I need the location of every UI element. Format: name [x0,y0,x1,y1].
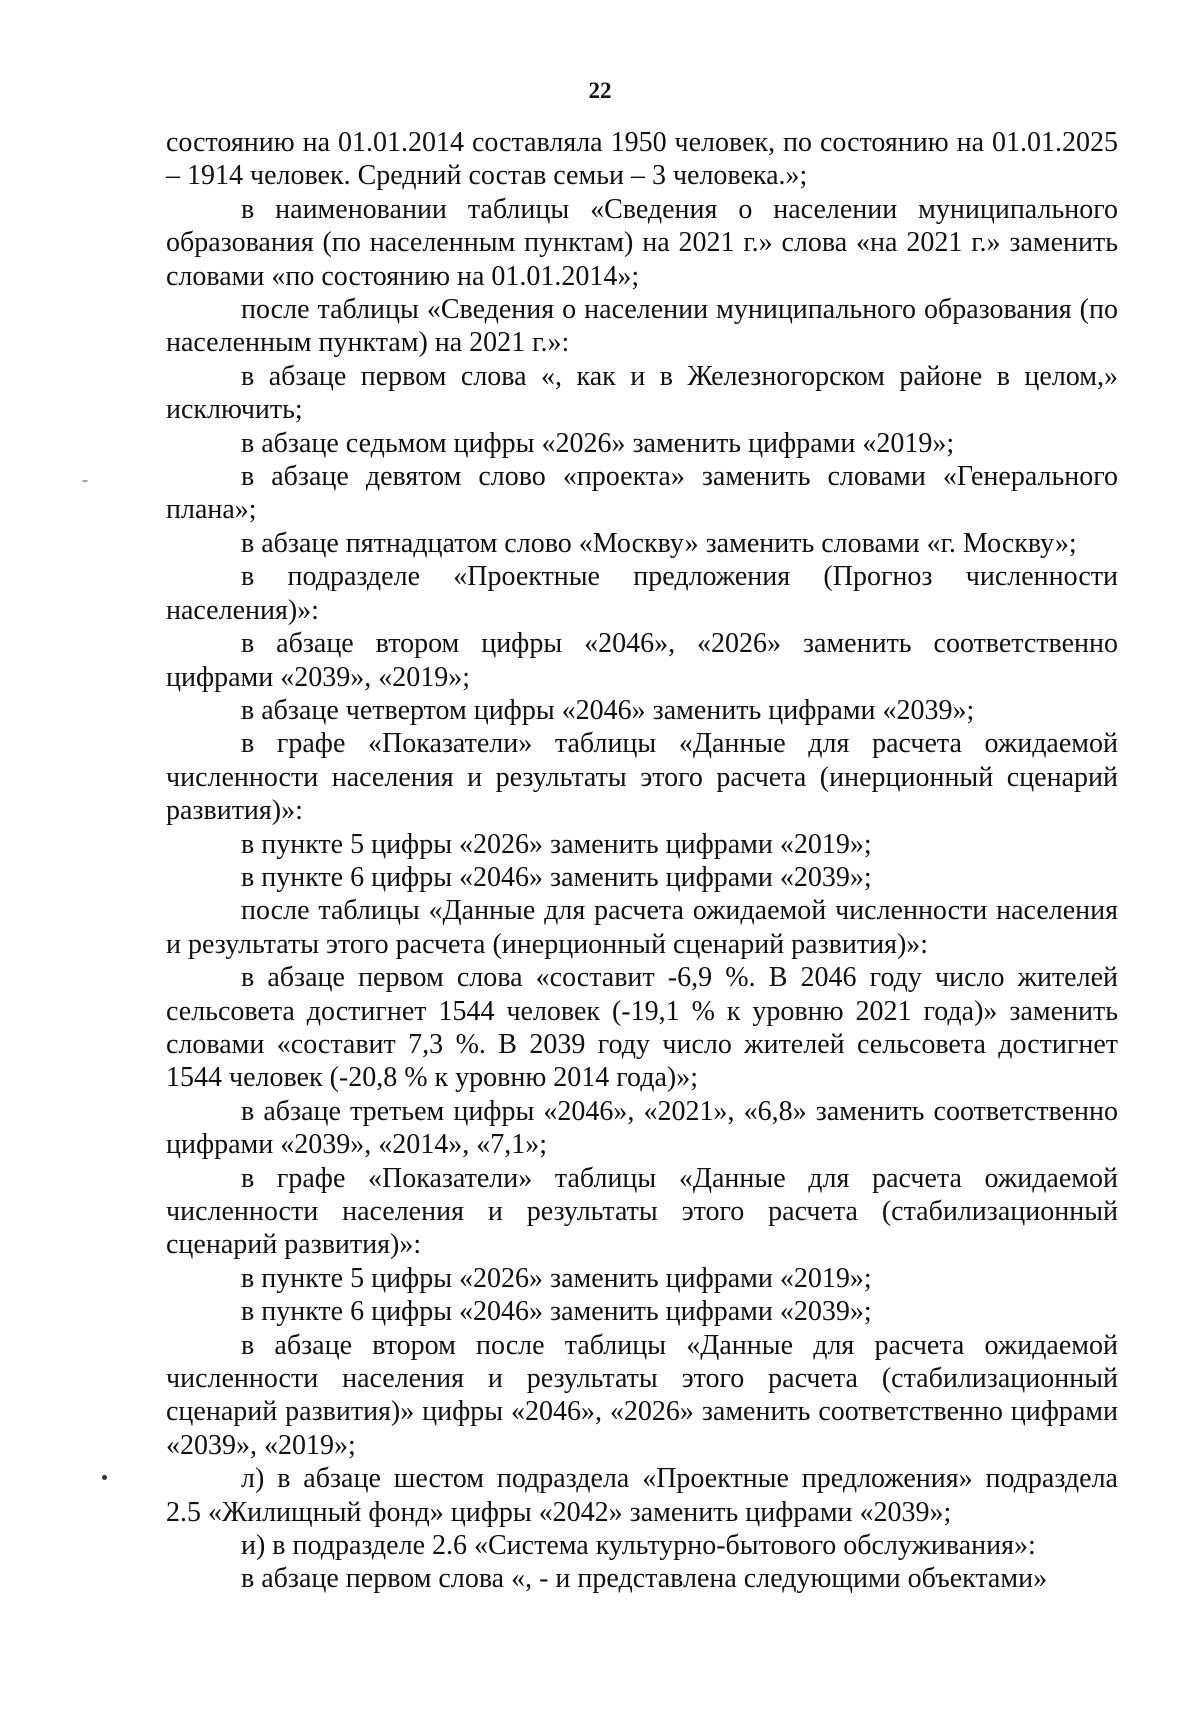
paragraph: в абзаце третьем цифры «2046», «2021», «6,8» заменить соответственно цифрами «2039», «2014», «7,1»; [166,1095,1118,1161]
paragraph: в пункте 6 цифры «2046» заменить цифрами «2039»; [241,861,872,893]
paragraph: в абзаце первом слова «, как и в Железногорском районе в целом,» исключить; [166,360,1118,426]
paragraph: л) в абзаце шестом подраздела «Проектные предложения» подраздела 2.5 «Жилищный фонд» цифры «2042» заменить цифрами «2039»; [166,1463,1118,1528]
paragraph: в графе «Показатели» таблицы «Данные для расчета ожидаемой численности населения и результаты этого расчета (инерционный сценарий развития)»: [166,728,1118,827]
paragraph: в абзаце первом слова «составит -6,9 %. В 2046 году число жителей сельсовета достигнет 1544 человек (-19,1 % к уровню 2021 года)» заменить словами «составит 7,3 %. В 2039 году число жителей сельсовета достигнет 1544 человек (-20,8 % к уровню 2014 года)»; [166,962,1118,1094]
paragraph: после таблицы «Данные для расчета ожидаемой численности населения и результаты этого расчета (инерционный сценарий развития)»: [166,895,1118,960]
paragraph: в абзаце втором после таблицы «Данные для расчета ожидаемой численности населения и результаты этого расчета (стабилизационный сценарий развития)» цифры «2046», «2026» заменить соответственно цифрами «2039», «2019»; [166,1329,1118,1461]
paragraph: в графе «Показатели» таблицы «Данные для расчета ожидаемой численности населения и результаты этого расчета (стабилизационный сценарий развития)»: [166,1162,1118,1261]
scan-speck [82,480,88,482]
paragraph: в абзаце втором цифры «2046», «2026» заменить соответственно цифрами «2039», «2019»; [166,628,1118,693]
paragraph: в пункте 5 цифры «2026» заменить цифрами «2019»; [241,828,872,860]
paragraph: в наименовании таблицы «Сведения о населении муниципального образования (по населенным пунктам) на 2021 г.» слова «на 2021 г.» заменить словами «по состоянию на 01.01.2014»; [166,193,1118,292]
paragraph: в пункте 6 цифры «2046» заменить цифрами «2039»; [241,1296,872,1328]
paragraph: в абзаце первом слова «, - и представлена следующими объектами» [241,1563,1048,1595]
paragraph: состоянию на 01.01.2014 составляла 1950 человек, по состоянию на 01.01.2025 – 1914 человек. Средний состав семьи – 3 человека.»; [166,127,1118,192]
paragraph: и) в подразделе 2.6 «Система культурно-бытового обслуживания»: [241,1530,1036,1562]
page-number: 22 [588,78,612,103]
paragraph: в пункте 5 цифры «2026» заменить цифрами «2019»; [241,1262,872,1294]
paragraph: в абзаце седьмом цифры «2026» заменить цифрами «2019»; [241,427,955,459]
paragraph: в абзаце четвертом цифры «2046» заменить цифрами «2039»; [241,694,975,726]
document-body [166,126,1118,1596]
paragraph: в абзаце девятом слово «проекта» заменить словами «Генерального плана»; [166,461,1118,526]
paragraph: в абзаце пятнадцатом слово «Москву» заменить словами «г. Москву»; [241,527,1077,559]
paragraph: после таблицы «Сведения о населении муниципального образования (по населенным пунктам) на 2021 г.»: [166,294,1118,359]
paragraph: в подразделе «Проектные предложения (Прогноз численности населения)»: [166,561,1118,626]
scan-speck [102,1475,107,1480]
